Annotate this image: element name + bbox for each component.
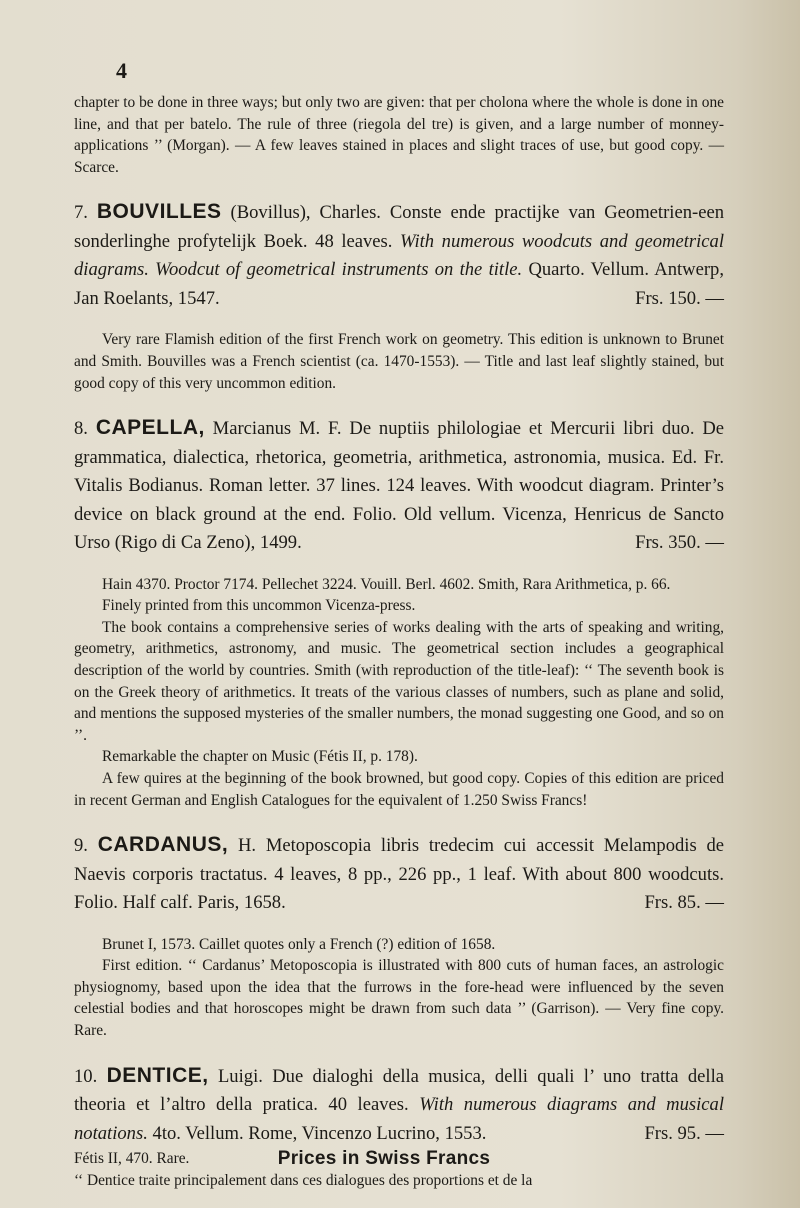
footer xyxy=(0,1148,800,1170)
entry-10-title-tail: 4to. Vellum. Rome, Vincenzo Lucrino, 1553. xyxy=(152,1122,487,1144)
entry-7-title-italic: With numerous woodcuts and geometrical diagrams. Woodcut of geometrical instruments on the title. xyxy=(74,230,724,281)
page-content xyxy=(74,92,724,1191)
entry-9-name: CARDANUS, xyxy=(97,833,229,857)
entry-7-price: Frs. 150. — xyxy=(635,287,724,309)
entry-9-number: 9. xyxy=(74,835,88,857)
entry-7-name: BOUVILLES xyxy=(96,200,222,224)
intro-paragraph: chapter to be done in three ways; but only two are given: that per cholona where the whole is done in one line, and that per batelo. The rule of three (riegola del tre) is given, and a large number of monney-applications ’’ (Morgan). — A few leaves stained in places and slight traces of use, but good copy. — Scarce. xyxy=(74,94,724,176)
entry-8-title: Marcianus M. F. De nuptiis philologiae et Mercurii libri duo. De grammatica, dialectica, rhetorica, geometria, arithmetica, astronomia, musica. Ed. Fr. Vitalis Bodianus. Roman letter. 37 lines. 124 leaves. With woodcut diagram. Printer’s device on black ground at the end. Folio. Old vellum. Vicenza, Henricus de Sancto Urso (Rigo di Ca Zeno), 1499. xyxy=(74,418,724,554)
entry-10-number: 10. xyxy=(74,1065,98,1087)
entry-8 xyxy=(74,414,724,811)
entry-8-note: A few quires at the beginning of the book browned, but good copy. Copies of this edition are priced in recent German and English Catalogues for the equivalent of 1.250 Swiss Francs! xyxy=(74,770,724,809)
entry-10-note: Fétis II, 470. Rare. xyxy=(74,1150,190,1168)
entry-9-heading xyxy=(74,831,724,918)
entry-8-note: Remarkable the chapter on Music (Fétis II, p. 178). xyxy=(102,748,418,766)
entry-9-note: Brunet I, 1573. Caillet quotes only a French (?) edition of 1658. xyxy=(102,935,496,953)
entry-10-heading xyxy=(74,1062,724,1149)
entry-7-note: Very rare Flamish edition of the first French work on geometry. This edition is unknown to Brunet and Smith. Bouvilles was a French scientist (ca. 1470-1553). — Title and last leaf slightly stained, but good copy of this very uncommon edition. xyxy=(74,331,724,392)
entry-10-note: ‘‘ Dentice traite principalement dans ces dialogues des proportions et de la xyxy=(74,1171,533,1189)
entry-7-heading xyxy=(74,198,724,313)
entry-8-price: Frs. 350. — xyxy=(635,532,724,554)
entry-9-note: First edition. ‘‘ Cardanus’ Metoposcopia is illustrated with 800 cuts of human faces, an astrologic physiognomy, based upon the idea that the furrows in the fore-head were influenced by the seven celestial bodies and that horoscopes might be drawn from such data ’’ (Garrison). — Very fine copy. Rare. xyxy=(74,957,724,1040)
entry-10-price: Frs. 95. — xyxy=(644,1122,724,1144)
entry-8-note: Hain 4370. Proctor 7174. Pellechet 3224. Vouill. Berl. 4602. Smith, Rara Arithmetica, p. 66. xyxy=(102,575,671,593)
footer-prices-note: Prices in Swiss Francs xyxy=(277,1148,491,1169)
entry-10-name: DENTICE, xyxy=(106,1063,209,1087)
entry-7 xyxy=(74,198,724,394)
entry-8-number: 8. xyxy=(74,418,88,440)
entry-10 xyxy=(74,1062,724,1192)
entry-7-title: (Bovillus), Charles. Conste ende practijke van Geometrien-een sonderlinghe profytelijk Boek. 48 leaves. xyxy=(74,202,724,252)
page-number: 4 xyxy=(116,58,127,83)
entry-10-title-italic: With numerous diagrams and musical notations. xyxy=(74,1094,724,1144)
entry-9-price: Frs. 85. — xyxy=(644,892,724,914)
entry-8-note: The book contains a comprehensive series of works dealing with the arts of speaking and writing, geometry, arithmetics, astronomy, and music. The geometrical section includes a geographical description of the world by countries. Smith (with reproduction of the title-leaf): ‘‘ The seventh book is on the Greek theory of arithmetics. It treats of the various classes of numbers, such as plane and solid, and mentions the supposed mysteries of the smaller numbers, the monad suggesting one Good, and so on ’’. xyxy=(74,618,724,744)
entry-7-title-tail: Quarto. Vellum. Antwerp, Jan Roelants, 1547. xyxy=(74,259,724,309)
entry-7-number: 7. xyxy=(74,202,88,224)
entry-10-title: Luigi. Due dialoghi della musica, delli quali l’ uno tratta della theoria et l’altro della pratica. 40 leaves. xyxy=(74,1065,724,1116)
entry-8-note: Finely printed from this uncommon Vicenza-press. xyxy=(102,597,416,615)
entry-8-name: CAPELLA, xyxy=(95,416,205,440)
entry-9-title: H. Metoposcopia libris tredecim cui accessit Melampodis de Naevis corporis tractatus. 4 leaves, 8 pp., 226 pp., 1 leaf. With about 800 woodcuts. Folio. Half calf. Paris, 1658. xyxy=(74,835,725,914)
entry-8-heading xyxy=(74,414,724,558)
entry-9 xyxy=(74,831,724,1041)
